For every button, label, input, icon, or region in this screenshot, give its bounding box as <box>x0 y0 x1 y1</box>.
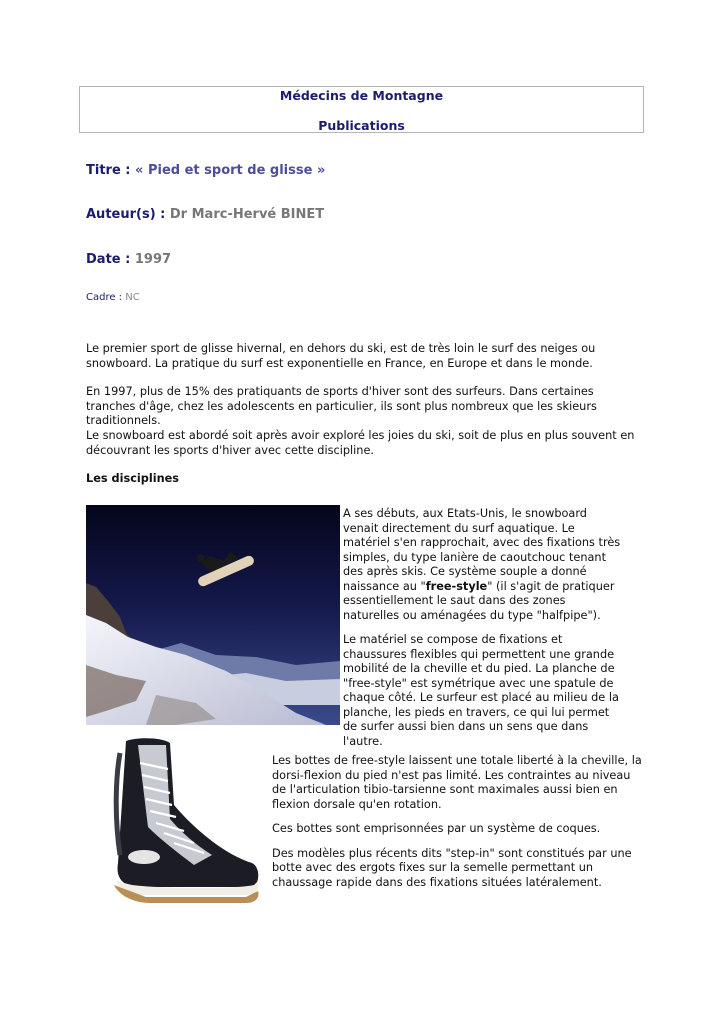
date-value: 1997 <box>134 252 172 267</box>
section-name: Publications <box>318 118 405 133</box>
author-label: Auteur(s) : <box>86 207 170 222</box>
freestyle-paragraph <box>343 507 625 623</box>
freestyle-paragraph-start: A ses débuts, aux Etats-Unis, le snowboard venait directement du surf aquatique. Le matériel s'en rapprochait, avec des fixations très simples, du type lanière de caoutchouc tenant des après skis. Ce système souple a donné naissance au " <box>343 507 621 593</box>
freestyle-text <box>343 507 625 759</box>
title-line <box>86 163 325 178</box>
cadre-label: Cadre : <box>86 292 126 303</box>
author-value: Dr Marc-Hervé BINET <box>169 207 325 222</box>
boots-text <box>272 754 642 900</box>
intro-paragraph: Le premier sport de glisse hivernal, en dehors du ski, est de très loin le surf des neiges ou snowboard. La pratique du surf est exponentielle en France, en Europe et dans le monde. <box>86 342 596 370</box>
boots-paragraph: Ces bottes sont emprisonnées par un système de coques. <box>272 822 601 835</box>
author-line <box>86 207 324 222</box>
cadre-value: NC <box>125 292 140 303</box>
date-label: Date : <box>86 252 135 267</box>
disciplines-heading: Les disciplines <box>86 472 180 485</box>
intro-paragraph: En 1997, plus de 15% des pratiquants de sports d'hiver sont des surfeurs. Dans certaines tranches d'âge, chez les adolescents en particulier, ils sont plus nombreux que les skieurs traditionnels. <box>86 385 597 427</box>
snowboard-boot-photo <box>86 735 262 907</box>
header-box <box>79 86 644 133</box>
title-label: Titre : <box>86 163 136 178</box>
freestyle-term: free-style <box>425 579 488 593</box>
title-value: « Pied et sport de glisse » <box>135 163 326 178</box>
cadre-line <box>86 292 140 303</box>
boots-paragraph: Les bottes de free-style laissent une totale liberté à la cheville, la dorsi-flexion du pied n'est pas limité. Les contraintes au niveau de l'articulation tibio-tarsienne sont maximales aussi bien en flexion dorsale qu'en rotation. <box>272 754 642 811</box>
freestyle-paragraph-end: " (il s'agit de pratiquer essentiellement le saut dans des zones naturelles ou aménagées du type "halfpipe"). <box>343 579 615 622</box>
date-line <box>86 252 171 267</box>
org-name: Médecins de Montagne <box>279 88 444 103</box>
boots-paragraph: Des modèles plus récents dits "step-in" sont constitués par une botte avec des ergots fixes sur la semelle permettant un chaussage rapide dans des fixations situées latéralement. <box>272 846 632 889</box>
equipment-paragraph: Le matériel se compose de fixations et chaussures flexibles qui permettent une grande mobilité de la cheville et du pied. La planche de "free-style" est symétrique avec une spatule de chaque côté. Le surfeur est placé au milieu de la planche, les pieds en travers, ce qui lui permet de surfer aussi bien dans un sens que dans l'autre. <box>343 633 619 748</box>
snowboard-jump-photo <box>86 505 340 725</box>
intro-paragraph: Le snowboard est abordé soit après avoir exploré les joies du ski, soit de plus en plus souvent en découvrant les sports d'hiver avec cette discipline. <box>86 429 635 457</box>
